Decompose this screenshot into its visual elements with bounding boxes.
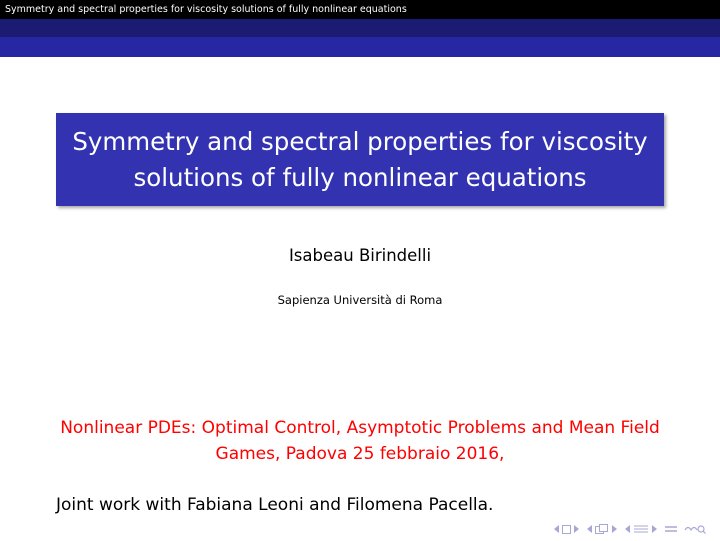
event-info: Nonlinear PDEs: Optimal Control, Asymptotic Problems and Mean Field Games, Padova 25 febbraio 2016, bbox=[60, 418, 660, 464]
header-band-light bbox=[0, 37, 720, 57]
frame-nav-group bbox=[553, 524, 580, 534]
section-next-icon[interactable] bbox=[651, 524, 658, 534]
frame-next-icon[interactable] bbox=[573, 524, 580, 534]
section-nav-group bbox=[624, 524, 658, 534]
search-nav-group bbox=[684, 524, 706, 534]
subsection-icon[interactable] bbox=[595, 524, 609, 534]
subsection-nav-group bbox=[586, 524, 618, 534]
institute-name: Sapienza Università di Roma bbox=[277, 293, 443, 307]
section-menu-icon[interactable] bbox=[664, 524, 678, 534]
author-name: Isabeau Birindelli bbox=[288, 246, 432, 265]
joint-work-note: Joint work with Fabiana Leoni and Filomena Pacella. bbox=[56, 495, 494, 515]
doc-nav-group bbox=[664, 524, 678, 534]
beamer-navigation-bar bbox=[553, 522, 706, 536]
title-box bbox=[56, 113, 664, 206]
search-icon[interactable] bbox=[684, 524, 706, 534]
headline-short-title[interactable]: Symmetry and spectral properties for viscosity solutions of fully nonlinear equations bbox=[5, 4, 407, 15]
subsection-next-icon[interactable] bbox=[611, 524, 618, 534]
subsection-prev-icon[interactable] bbox=[586, 524, 593, 534]
frame-icon[interactable] bbox=[562, 525, 571, 534]
section-icon[interactable] bbox=[633, 524, 649, 534]
section-prev-icon[interactable] bbox=[624, 524, 631, 534]
frame-prev-icon[interactable] bbox=[553, 524, 560, 534]
header-band-dark bbox=[0, 19, 720, 37]
headline-bar bbox=[0, 0, 720, 19]
presentation-title: Symmetry and spectral properties for viscosity solutions of fully nonlinear equations bbox=[72, 126, 648, 192]
